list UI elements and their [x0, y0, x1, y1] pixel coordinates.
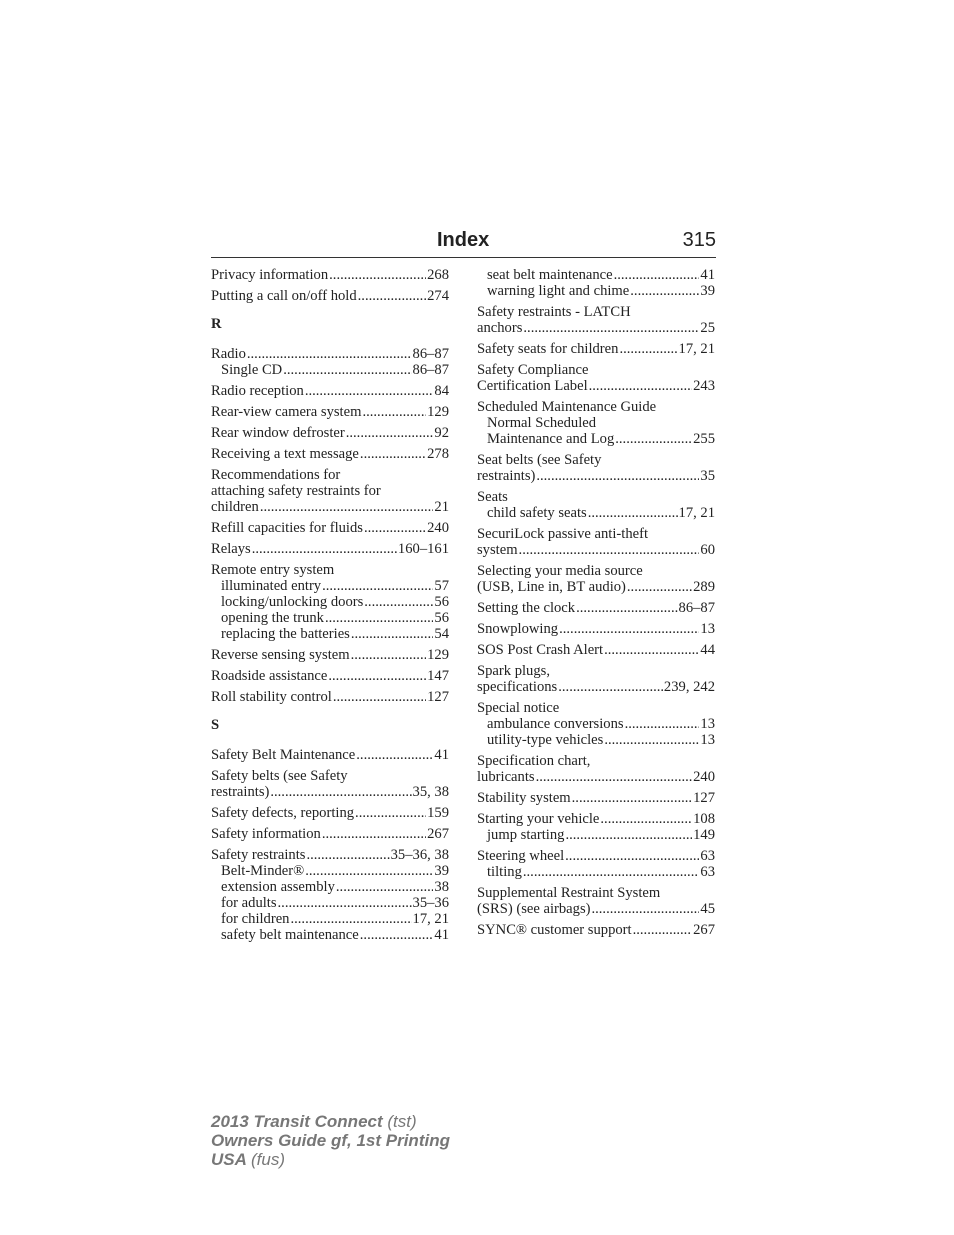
index-entry-line	[211, 288, 449, 304]
entry-page-ref: 17, 21	[678, 505, 715, 521]
index-entry	[477, 642, 715, 658]
entry-page-ref: 35–36, 38	[390, 847, 449, 863]
dot-leader	[565, 827, 692, 843]
index-entry-line	[477, 452, 715, 468]
entry-term: Setting the clock	[477, 600, 576, 616]
index-entry-line	[211, 784, 449, 800]
entry-term: children	[211, 499, 259, 515]
index-entry-line	[211, 826, 449, 842]
page-title: Index	[437, 229, 490, 251]
index-subentry	[477, 732, 715, 748]
index-entry	[211, 768, 449, 800]
entry-term: Seats	[477, 489, 508, 505]
entry-term: anchors	[477, 320, 523, 336]
index-entry-line	[477, 790, 715, 806]
index-subentry	[477, 283, 715, 299]
dot-leader	[351, 647, 426, 663]
entry-term: Normal Scheduled	[487, 415, 597, 431]
entry-term: Refill capacities for fluids	[211, 520, 363, 536]
index-entry-line	[477, 811, 715, 827]
entry-page-ref: 129	[427, 404, 449, 420]
entry-page-ref: 41	[434, 927, 449, 943]
page-header	[211, 229, 716, 258]
entry-page-ref: 56	[434, 610, 449, 626]
entry-term: SecuriLock passive anti-theft	[477, 526, 649, 542]
index-entry	[211, 541, 449, 557]
index-entry	[211, 689, 449, 705]
entry-term: opening the trunk	[221, 610, 324, 626]
entry-term: Remote entry system	[211, 562, 335, 578]
index-subentry	[477, 827, 715, 843]
entry-term: Roadside assistance	[211, 668, 328, 684]
dot-leader	[333, 689, 426, 705]
index-entry-line	[211, 847, 449, 863]
entry-page-ref: 84	[434, 383, 449, 399]
dot-leader	[615, 431, 692, 447]
entry-term: Safety information	[211, 826, 321, 842]
section-letter: S	[211, 717, 220, 733]
dot-leader	[591, 901, 699, 917]
entry-term: illuminated entry	[221, 578, 322, 594]
dot-leader	[523, 320, 699, 336]
footer-line-1	[211, 1112, 450, 1131]
entry-term: for children	[221, 911, 290, 927]
entry-page-ref: 56	[434, 594, 449, 610]
index-entry	[477, 563, 715, 595]
index-entry-line	[477, 579, 715, 595]
index-entry	[477, 811, 715, 843]
entry-term: Scheduled Maintenance Guide	[477, 399, 657, 415]
entry-term: for adults	[221, 895, 277, 911]
index-entry-line	[477, 848, 715, 864]
entry-page-ref: 39	[434, 863, 449, 879]
index-entry-line	[211, 346, 449, 362]
entry-term: Receiving a text message	[211, 446, 359, 462]
index-subentry	[477, 267, 715, 283]
entry-term: Spark plugs,	[477, 663, 550, 679]
index-entry	[211, 383, 449, 399]
index-entry	[211, 647, 449, 663]
index-entry-line	[477, 489, 715, 505]
entry-term: Safety Belt Maintenance	[211, 747, 356, 763]
index-entry-line	[477, 753, 715, 769]
footer-line-3	[211, 1150, 450, 1169]
entry-page-ref: 54	[434, 626, 449, 642]
index-entry-line	[477, 600, 715, 616]
index-entry	[477, 304, 715, 336]
entry-term: Safety restraints - LATCH	[477, 304, 631, 320]
entry-page-ref: 38	[434, 879, 449, 895]
dot-leader	[559, 621, 699, 637]
dot-leader	[558, 679, 663, 695]
dot-leader	[360, 927, 434, 943]
index-entry-line	[211, 647, 449, 663]
entry-term: Special notice	[477, 700, 560, 716]
index-entry	[477, 341, 715, 357]
entry-term: replacing the batteries	[221, 626, 350, 642]
index-entry	[211, 446, 449, 462]
dot-leader	[355, 805, 426, 821]
entry-page-ref: 243	[693, 378, 715, 394]
entry-term: Starting your vehicle	[477, 811, 600, 827]
entry-term: Recommendations for	[211, 467, 341, 483]
index-entry	[477, 885, 715, 917]
entry-term: ambulance conversions	[487, 716, 624, 732]
entry-term: (SRS) (see airbags)	[477, 901, 591, 917]
index-subentry	[211, 626, 449, 642]
entry-page-ref: 108	[693, 811, 715, 827]
entry-page-ref: 239, 242	[663, 679, 715, 695]
entry-page-ref: 289	[693, 579, 715, 595]
entry-term: Supplemental Restraint System	[477, 885, 661, 901]
entry-page-ref: 45	[700, 901, 715, 917]
entry-page-ref: 41	[700, 267, 715, 283]
index-subentry	[211, 927, 449, 943]
entry-page-ref: 267	[693, 922, 715, 938]
index-entry-line	[477, 885, 715, 901]
dot-leader	[360, 446, 426, 462]
entry-term: Reverse sensing system	[211, 647, 350, 663]
dot-leader	[625, 716, 700, 732]
dot-leader	[278, 895, 412, 911]
entry-page-ref: 41	[434, 747, 449, 763]
footer-line-2: Owners Guide gf, 1st Printing	[211, 1131, 450, 1150]
index-entry	[211, 267, 449, 283]
index-entry-line	[477, 320, 715, 336]
index-entry-line	[211, 689, 449, 705]
index-entry-line	[211, 383, 449, 399]
dot-leader	[633, 922, 693, 938]
index-entry	[211, 467, 449, 515]
entry-page-ref: 44	[700, 642, 715, 658]
section-letter: R	[211, 316, 222, 332]
entry-page-ref: 240	[427, 520, 449, 536]
index-subentry	[211, 610, 449, 626]
entry-page-ref: 39	[700, 283, 715, 299]
index-subentry	[211, 879, 449, 895]
entry-page-ref: 255	[693, 431, 715, 447]
dot-leader	[523, 864, 700, 880]
entry-term: Safety restraints	[211, 847, 306, 863]
dot-leader	[627, 579, 692, 595]
index-entry	[477, 489, 715, 521]
index-entry	[211, 668, 449, 684]
index-entry-line	[211, 768, 449, 784]
entry-page-ref: 35, 38	[412, 784, 449, 800]
entry-term: Safety belts (see Safety	[211, 768, 348, 784]
entry-term: Stability system	[477, 790, 571, 806]
index-entry	[211, 346, 449, 378]
entry-term: tilting	[487, 864, 522, 880]
dot-leader	[565, 848, 699, 864]
index-entry	[477, 922, 715, 938]
index-entry	[477, 452, 715, 484]
index-entry	[477, 526, 715, 558]
entry-page-ref: 274	[427, 288, 449, 304]
index-entry	[211, 288, 449, 304]
index-entry-line	[477, 663, 715, 679]
entry-page-ref: 159	[427, 805, 449, 821]
index-entry	[477, 753, 715, 785]
entry-page-ref: 149	[693, 827, 715, 843]
page-number: 315	[682, 229, 716, 251]
dot-leader	[329, 267, 426, 283]
dot-leader	[604, 642, 699, 658]
index-entry-line	[477, 679, 715, 695]
index-subentry	[477, 415, 715, 431]
index-entry-line	[477, 642, 715, 658]
index-entry-line	[211, 520, 449, 536]
dot-leader	[351, 626, 434, 642]
entry-term: Radio	[211, 346, 246, 362]
entry-term: locking/unlocking doors	[221, 594, 364, 610]
entry-page-ref: 13	[700, 621, 715, 637]
index-subentry	[211, 895, 449, 911]
entry-term: Specification chart,	[477, 753, 591, 769]
entry-term: Rear window defroster	[211, 425, 345, 441]
index-entry	[477, 600, 715, 616]
dot-leader	[346, 425, 434, 441]
dot-leader	[336, 879, 434, 895]
entry-term: Selecting your media source	[477, 563, 643, 579]
dot-leader	[306, 847, 389, 863]
index-entry-line	[211, 668, 449, 684]
dot-leader	[364, 520, 426, 536]
page-footer	[211, 1112, 450, 1169]
index-entry-line	[477, 922, 715, 938]
entry-term: extension assembly	[221, 879, 335, 895]
dot-leader	[328, 668, 426, 684]
dot-leader	[614, 267, 700, 283]
entry-page-ref: 35	[700, 468, 715, 484]
dot-leader	[604, 732, 699, 748]
index-column-left	[211, 267, 449, 948]
index-entry-line	[211, 805, 449, 821]
index-entry-line	[477, 526, 715, 542]
entry-term: Certification Label	[477, 378, 588, 394]
entry-page-ref: 86–87	[412, 346, 449, 362]
dot-leader	[325, 610, 433, 626]
entry-page-ref: 127	[427, 689, 449, 705]
dot-leader	[619, 341, 677, 357]
entry-term: Steering wheel	[477, 848, 565, 864]
entry-page-ref: 86–87	[412, 362, 449, 378]
entry-term: SOS Post Crash Alert	[477, 642, 604, 658]
entry-term: Rear-view camera system	[211, 404, 362, 420]
dot-leader	[364, 594, 433, 610]
entry-page-ref: 267	[427, 826, 449, 842]
entry-term: warning light and chime	[487, 283, 630, 299]
footer-market-code: (fus)	[251, 1150, 285, 1169]
index-entry	[211, 847, 449, 943]
entry-term: Snowplowing	[477, 621, 559, 637]
index-subentry	[477, 431, 715, 447]
entry-page-ref: 92	[434, 425, 449, 441]
index-entry-line	[211, 446, 449, 462]
index-entry	[211, 425, 449, 441]
entry-term: attaching safety restraints for	[211, 483, 381, 499]
index-entry-line	[211, 404, 449, 420]
index-entry	[211, 404, 449, 420]
index-subentry	[211, 911, 449, 927]
index-entry-line	[477, 378, 715, 394]
entry-term: Maintenance and Log	[487, 431, 615, 447]
index-entry	[477, 399, 715, 447]
index-entry-line	[211, 483, 449, 499]
entry-page-ref: 63	[700, 848, 715, 864]
dot-leader	[630, 283, 699, 299]
index-entry-line	[211, 747, 449, 763]
entry-page-ref: 86–87	[678, 600, 715, 616]
entry-term: Putting a call on/off hold	[211, 288, 357, 304]
entry-term: Safety Compliance	[477, 362, 589, 378]
dot-leader	[536, 769, 693, 785]
index-entry	[211, 805, 449, 821]
entry-term: system	[477, 542, 518, 558]
index-subentry	[211, 362, 449, 378]
dot-leader	[358, 288, 426, 304]
entry-term: Safety seats for children	[477, 341, 619, 357]
entry-term: Single CD	[221, 362, 283, 378]
entry-term: restraints)	[211, 784, 270, 800]
index-subentry	[211, 594, 449, 610]
index-entry-line	[211, 499, 449, 515]
entry-page-ref: 63	[700, 864, 715, 880]
entry-term: Roll stability control	[211, 689, 332, 705]
dot-leader	[283, 362, 411, 378]
index-entry	[211, 562, 449, 642]
index-entry-line	[477, 700, 715, 716]
entry-term: jump starting	[487, 827, 565, 843]
index-entry-line	[211, 425, 449, 441]
index-entry	[477, 267, 715, 299]
dot-leader	[305, 383, 434, 399]
entry-term: utility-type vehicles	[487, 732, 604, 748]
entry-page-ref: 127	[693, 790, 715, 806]
entry-page-ref: 147	[427, 668, 449, 684]
entry-page-ref: 278	[427, 446, 449, 462]
entry-page-ref: 268	[427, 267, 449, 283]
entry-term: safety belt maintenance	[221, 927, 359, 943]
footer-model-code: (tst)	[387, 1112, 417, 1131]
entry-term: Safety defects, reporting	[211, 805, 355, 821]
footer-model: 2013 Transit Connect	[211, 1112, 383, 1131]
index-column-right	[477, 267, 715, 943]
entry-term: (USB, Line in, BT audio)	[477, 579, 626, 595]
dot-leader	[270, 784, 411, 800]
index-subentry	[477, 505, 715, 521]
index-subentry	[211, 863, 449, 879]
index-entry	[211, 826, 449, 842]
dot-leader	[588, 505, 678, 521]
entry-term: child safety seats	[487, 505, 587, 521]
entry-page-ref: 13	[700, 732, 715, 748]
entry-page-ref: 129	[427, 647, 449, 663]
index-entry	[477, 790, 715, 806]
entry-page-ref: 17, 21	[678, 341, 715, 357]
dot-leader	[589, 378, 692, 394]
entry-term: lubricants	[477, 769, 535, 785]
index-subentry	[477, 864, 715, 880]
dot-leader	[252, 541, 397, 557]
entry-term: Belt-Minder®	[221, 863, 305, 879]
entry-term: Relays	[211, 541, 251, 557]
index-entry	[477, 848, 715, 880]
index-entry-line	[477, 542, 715, 558]
entry-term: Radio reception	[211, 383, 304, 399]
index-entry-line	[477, 341, 715, 357]
index-entry	[211, 520, 449, 536]
footer-market: USA	[211, 1150, 247, 1169]
dot-leader	[260, 499, 434, 515]
dot-leader	[247, 346, 412, 362]
index-entry-line	[211, 467, 449, 483]
entry-term: restraints)	[477, 468, 536, 484]
index-entry-line	[477, 468, 715, 484]
index-entry	[477, 663, 715, 695]
dot-leader	[305, 863, 433, 879]
index-entry-line	[477, 621, 715, 637]
entry-page-ref: 60	[700, 542, 715, 558]
dot-leader	[290, 911, 411, 927]
entry-term: SYNC® customer support	[477, 922, 632, 938]
entry-term: Privacy information	[211, 267, 329, 283]
dot-leader	[356, 747, 433, 763]
dot-leader	[600, 811, 692, 827]
entry-page-ref: 21	[434, 499, 449, 515]
index-subentry	[211, 578, 449, 594]
index-entry-line	[477, 399, 715, 415]
entry-page-ref: 35–36	[412, 895, 449, 911]
entry-page-ref: 13	[700, 716, 715, 732]
index-entry-line	[477, 901, 715, 917]
index-entry-line	[477, 362, 715, 378]
index-entry-line	[211, 562, 449, 578]
entry-page-ref: 240	[693, 769, 715, 785]
entry-term: Seat belts (see Safety	[477, 452, 602, 468]
dot-leader	[536, 468, 699, 484]
index-entry	[211, 747, 449, 763]
index-subentry	[477, 716, 715, 732]
entry-page-ref: 160–161	[397, 541, 449, 557]
dot-leader	[322, 826, 426, 842]
index-entry-line	[477, 304, 715, 320]
entry-page-ref: 57	[434, 578, 449, 594]
dot-leader	[362, 404, 426, 420]
index-entry	[477, 621, 715, 637]
dot-leader	[576, 600, 677, 616]
dot-leader	[572, 790, 692, 806]
dot-leader	[519, 542, 700, 558]
dot-leader	[322, 578, 433, 594]
index-entry-line	[211, 541, 449, 557]
index-entry	[477, 700, 715, 748]
entry-term: seat belt maintenance	[487, 267, 613, 283]
entry-page-ref: 25	[700, 320, 715, 336]
index-entry-line	[211, 267, 449, 283]
index-entry-line	[477, 769, 715, 785]
entry-term: specifications	[477, 679, 558, 695]
index-entry	[477, 362, 715, 394]
entry-page-ref: 17, 21	[412, 911, 449, 927]
index-entry-line	[477, 563, 715, 579]
